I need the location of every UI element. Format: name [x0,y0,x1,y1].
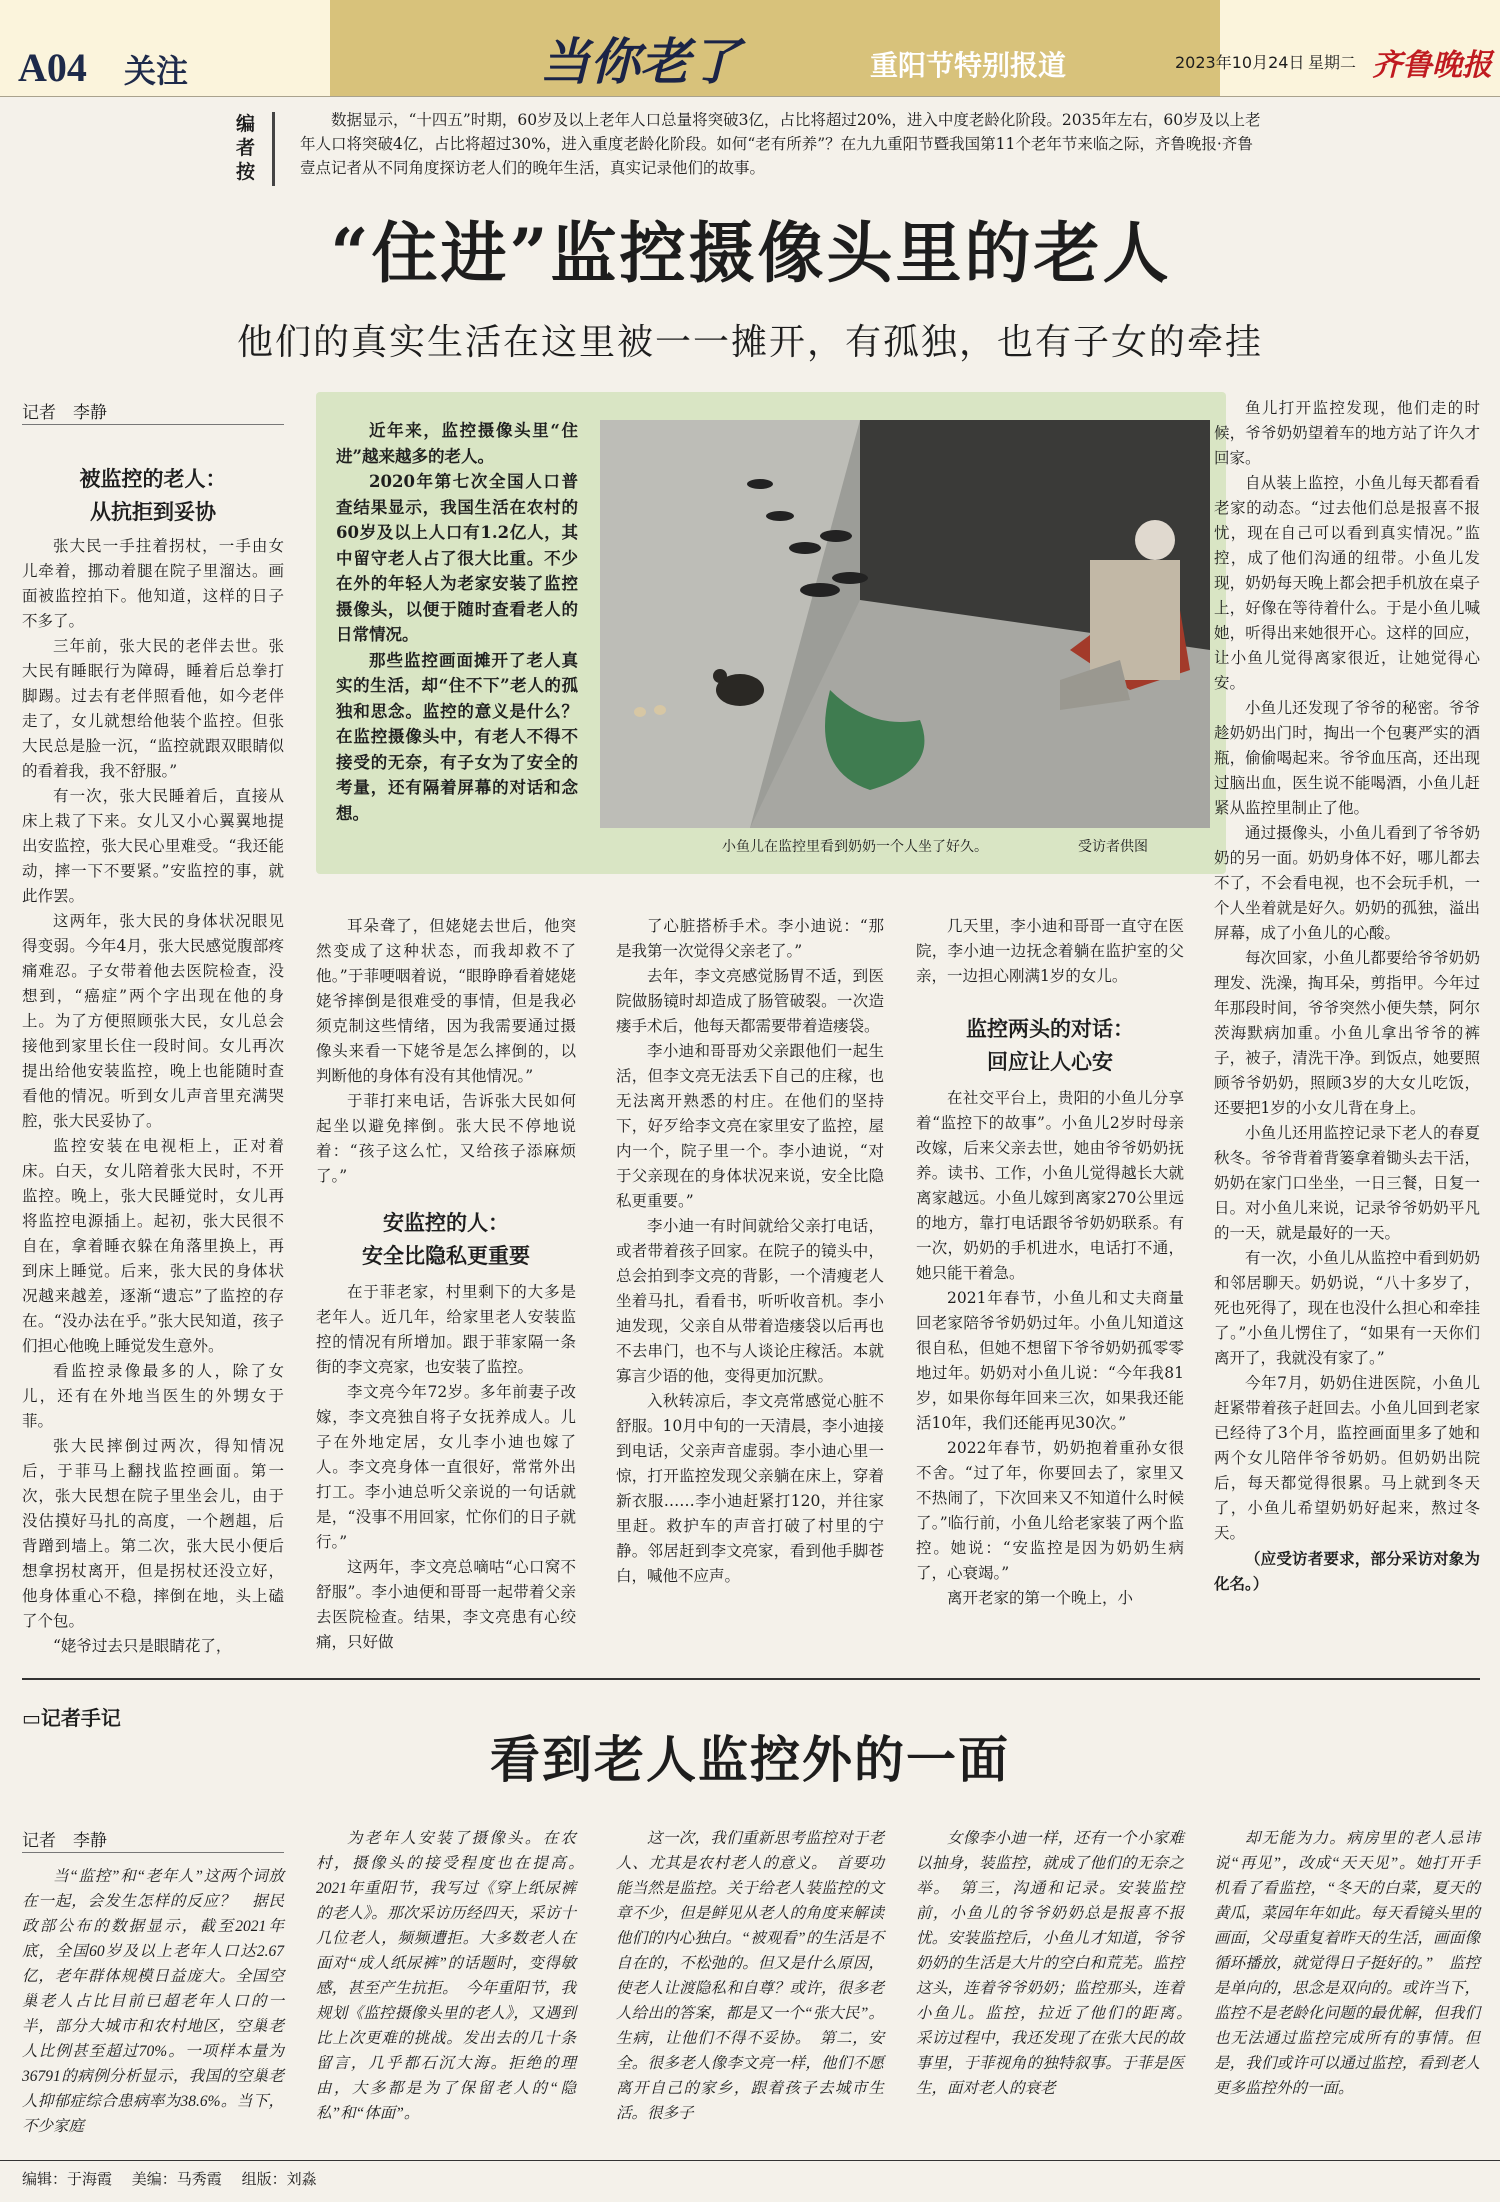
issue-date: 2023年10月24日 [1175,53,1305,72]
paragraph: 这两年，张大民的身体状况眼见得变弱。今年4月，张大民感觉腹部疼痛难忍。子女带着他去医院检查，没想到，“癌症”两个字出现在他的身上。为了方便照顾张大民，女儿总会接他到家里长住一段时间。女儿再次提出给他安装监控，晚上也能随时查看他的情况。听到女儿声音里充满哭腔，张大民妥协了。 [22,912,284,1130]
paragraph: 有一次，张大民睡着后，直接从床上栽了下来。女儿又小心翼翼地提出安监控，张大民心里难受。“我还能动，摔一下不要紧。”安监控的事，就此作罢。 [22,787,284,905]
section-divider [22,1678,1480,1680]
paragraph: 2021年春节，小鱼儿和丈夫商量回老家陪爷爷奶奶过年。小鱼儿知道这很自私，但她不想留下爷爷奶奶孤零零地过年。奶奶对小鱼儿说：“今年我81岁，如果你每年回来三次，如果我还能活10年，我们还能再见30次。” [916,1289,1184,1432]
intro-paragraph: 2020年第七次全国人口普查结果显示，我国生活在农村的60岁及以上人口有1.2亿人，其中留守老人占了很大比重。不少在外的年轻人为老家安装了监控摄像头，以便于随时查看老人的日常情况。 [336,472,578,644]
paragraph: 每次回家，小鱼儿都要给爷爷奶奶理发、洗澡，掏耳朵，剪指甲。今年过年那段时间，爷爷突然小便失禁，阿尔茨海默病加重。小鱼儿拿出爷爷的裤子，被子，清洗干净。到饭点，她要照顾爷爷奶奶，照顾3岁的大女儿吃饭，还要把1岁的小女儿背在身上。 [1214,949,1480,1117]
section-name: 关注 [124,52,189,90]
paragraph: 有一次，小鱼儿从监控中看到奶奶和邻居聊天。奶奶说，“八十多岁了，死也死得了，现在也没什么担心和牵挂了。”小鱼儿愣住了，“如果有一天你们离开了，我就没有家了。” [1214,1249,1480,1367]
paragraph: 几天里，李小迪和哥哥一直守在医院，李小迪一边抚念着躺在监护室的父亲，一边担心刚满1岁的女儿。 [916,917,1184,985]
photo-caption: 小鱼儿在监控里看到奶奶一个人坐了好久。 [722,839,988,855]
paragraph: 通过摄像头，小鱼儿看到了爷爷奶奶的另一面。奶奶身体不好，哪儿都去不了，不会看电视，也不会玩手机，一个人坐着就是好久。奶奶的孤独，溢出屏幕，成了小鱼儿的心酸。 [1214,824,1480,942]
banner-title: 当你老了 [540,32,740,91]
paragraph: 今年7月，奶奶住进医院，小鱼儿赶紧带着孩子赶回去。小鱼儿回到老家已经待了3个月，监控画面里多了她和两个女儿陪伴爷爷奶奶。但奶奶出院后，每天都觉得很累。马上就到冬天了，小鱼儿希望奶奶好起来，熬过冬天。 [1214,1374,1480,1542]
editor-note-text: 数据显示，“十四五”时期，60岁及以上老年人口总量将突破3亿，占比将超过20%，进入中度老龄化阶段。2035年左右，60岁及以上老年人口将突破4亿，占比将超过30%，进入重度老龄化阶段。如何“老有所养”？在九九重阳节暨我国第11个老年节来临之际，齐鲁晚报·齐鲁壹点记者从不同角度探访老人们的晚年生活，真实记录他们的故事。 [300,111,1261,177]
reporter-note-column-5: 却无能为力。病房里的老人忌讳说“再见”，改成“天天见”。她打开手机看了看监控，“冬天的白菜，夏天的黄瓜，菜园年年如此。每天看镜头里的画面，父母重复着昨天的生活，画面像循环播放，就觉得日子挺好的。” 监控是单向的，思念是双向的。或许当下，监控不是老龄化问题的最优解，但我们也无法通过监控完成所有的事情。但是，我们或许可以通过监控，看到老人更多监控外的一面。 [1214,1830,1480,2097]
banner-subtitle: 重阳节特别报道 [870,49,1067,82]
cctv-photo-illustration [600,420,1210,828]
article-column-4b [916,1086,1184,1654]
footer-art-editor: 美编：马秀霞 [131,2170,222,2188]
reporter-note-column-1: 当“监控”和“老年人”这两个词放在一起，会发生怎样的反应？ 据民政部公布的数据显示，截至2021年底，全国60岁及以上老年人口达2.67亿，老年群体规模日益庞大。全国空巢老人占比目前已超老年人口的一半，部分大城市和农村地区，空巢老人比例甚至超过70%。一项样本量为36791的病例分析显示，我国的空巢老人抑郁症综合患病率为38.6%。当下，不少家庭 [22,1868,284,2135]
section2-title-line1: 安监控的人： [383,1210,509,1235]
section2-title [316,1206,576,1272]
cctv-photo [600,420,1210,828]
intro-text [336,418,578,826]
paragraph: 三年前，张大民的老伴去世。张大民有睡眠行为障碍，睡着后总拳打脚踢。过去有老伴照看他，如今老伴走了，女儿就想给他装个监控。但张大民总是脸一沉，“监控就跟双眼睛似的看着我，我不舒服。” [22,637,284,780]
paragraph: 于菲打来电话，告诉张大民如何起坐以避免摔倒。张大民不停地说着：“孩子这么忙，又给孩子添麻烦了。” [316,1092,576,1185]
paragraph: 去年，李文亮感觉肠胃不适，到医院做肠镜时却造成了肠管破裂。一次造瘘手术后，他每天都需要带着造瘘袋。 [616,967,884,1035]
article-column-5 [1214,396,1480,1654]
paragraph: 小鱼儿还用监控记录下老人的春夏秋冬。爷爷背着背篓拿着锄头去干活，奶奶在家门口坐坐，一日三餐，日复一日。对小鱼儿来说，记录爷爷奶奶平凡的一天，就是最好的一天。 [1214,1124,1480,1242]
paragraph: 在社交平台上，贵阳的小鱼儿分享着“监控下的故事”。小鱼儿2岁时母亲改嫁，后来父亲去世，她由爷爷奶奶抚养。读书、工作，小鱼儿觉得越长大就离家越远。小鱼儿嫁到离家270公里远的地方，靠打电话跟爷爷奶奶联系。有一次，奶奶的手机进水，电话打不通，她只能干着急。 [916,1089,1184,1282]
paragraph: 看监控录像最多的人，除了女儿，还有在外地当医生的外甥女于菲。 [22,1362,284,1430]
footer-credits [22,2168,317,2189]
reporter-note-label [22,1702,121,1731]
section2-title-line2: 安全比隐私更重要 [362,1243,530,1268]
paragraph: 了心脏搭桥手术。李小迪说：“那是我第一次觉得父亲老了。” [616,917,884,960]
reporter-note-byline: 记者 李静 [22,1831,107,1851]
reporter-note-column-4: 女像李小迪一样，还有一个小家难以抽身，装监控，就成了他们的无奈之举。 第三，沟通和记录。安装监控前，小鱼儿的爷爷奶奶总是报喜不报忧。安装监控后，小鱼儿才知道，爷爷奶奶的生活是大片的空白和荒芜。监控这头，连着爷爷奶奶；监控那头，连着小鱼儿。监控，拉近了他们的距离。 采访过程中，我还发现了在张大民的故事里，于菲视角的独特叙事。于菲是医生，面对老人的衰老 [916,1830,1200,2097]
paragraph: （应受访者要求，部分采访对象为化名。） [1214,1549,1480,1593]
paragraph: “姥爷过去只是眼睛花了， [53,1637,232,1655]
photo-credit: 受访者供图 [1078,839,1148,855]
section1-title-line1: 被监控的老人： [79,466,227,491]
footer-editor: 编辑：于海霞 [22,2170,113,2188]
reporter-note-label-text: 记者手记 [40,1706,121,1730]
paragraph: 监控安装在电视柜上，正对着床。白天，女儿陪着张大民时，不开监控。晚上，张大民睡觉时，女儿再将监控电源插上。起初，张大民很不自在，拿着睡衣躲在角落里换上，再到床上睡觉。后来，张大民的身体状况越来越差，逐渐“遗忘”了监控的存在。“没办法在乎。”张大民知道，孩子们担心他晚上睡觉发生意外。 [22,1137,284,1355]
footer-rule [0,2160,1500,2161]
reporter-note-column-2: 为老年人安装了摄像头。在农村，摄像头的接受程度也在提高。 2021年重阳节，我写过《穿上纸尿裤的老人》。那次采访历经四天，采访十几位老人，频频遭拒。大多数老人在面对“成人纸尿裤”的话题时，变得敏感，甚至产生抗拒。 今年重阳节，我规划《监控摄像头里的老人》，又遇到比上次更难的挑战。发出去的几十条留言，几乎都石沉大海。拒绝的理由，大多都是为了保留老人的“隐私”和“体面”。 [316,1830,592,2122]
paper-logo: 齐鲁晚报 [1372,48,1492,83]
section3-title-line1: 监控两头的对话： [966,1016,1134,1041]
article-column-2b [316,1280,576,1654]
reporter-note-column-3: 这一次，我们重新思考监控对于老人、尤其是农村老人的意义。 首要功能当然是监控。关于给老人装监控的文章不少，但是鲜见从老人的角度来解读他们的内心独白。“被观看”的生活是不自在的，不松弛的。但又是什么原因，使老人让渡隐私和自尊？或许，很多老人给出的答案，都是又一个“张大民”。生病，让他们不得不妥协。 第二，安全。很多老人像李文亮一样，他们不愿离开自己的家乡，跟着孩子去城市生活。很多子 [616,1830,884,2122]
issue-weekday: 星期二 [1308,53,1357,72]
main-subheadline: 他们的真实生活在这里被一一摊开，有孤独，也有子女的牵挂 [236,322,1263,363]
paragraph: 李文亮今年72岁。多年前妻子改嫁，李文亮独自将子女抚养成人。儿子在外地定居，女儿李小迪也嫁了人。李文亮身体一直很好，常常外出打工。李小迪总听父亲说的一句话就是，“没事不用回家，忙你们的日子就行。” [316,1383,576,1551]
paragraph: 张大民一手拄着拐杖，一手由女儿牵着，挪动着腿在院子里溜达。画面被监控拍下。他知道，这样的日子不多了。 [22,537,284,630]
paragraph: 在于菲老家，村里剩下的大多是老年人。近几年，给家里老人安装监控的情况有所增加。跟于菲家隔一条街的李文亮家，也安装了监控。 [316,1283,576,1376]
article-column-4 [916,914,1184,992]
banner-background [330,0,1220,96]
paragraph: 这两年，李文亮总嘀咕“心口窝不舒服”。李小迪便和哥哥一起带着父亲去医院检查。结果，李文亮患有心绞痛，只好做 [316,1558,576,1651]
editor-note-divider [272,112,275,186]
paragraph: 耳朵聋了，但姥姥去世后，他突然变成了这种状态，而我却救不了他。”于菲哽咽着说，“眼睁睁看着姥姥姥爷摔倒是很难受的事情，但是我必须克制这些情绪，因为我需要通过摄像头来看一下姥爷是怎么摔倒的，以判断他的身体有没有其他情况。” [316,917,576,1085]
footer-layout-editor: 组版：刘淼 [241,2170,317,2188]
paragraph: 小鱼儿还发现了爷爷的秘密。爷爷趁奶奶出门时，掏出一个包裹严实的酒瓶，偷偷喝起来。爷爷血压高，还出现过脑出血，医生说不能喝酒，小鱼儿赶紧从监控里制止了他。 [1214,699,1480,817]
editor-note-label: 编者按 [236,113,256,183]
article-column-1 [22,534,284,1654]
paragraph: 离开老家的第一个晚上，小 [947,1589,1134,1607]
reporter-note-headline: 看到老人监控外的一面 [490,1730,1010,1789]
main-headline: “住进”监控摄像头里的老人 [330,214,1172,292]
article-column-2 [316,914,576,1214]
intro-paragraph: 那些监控画面摊开了老人真实的生活，却“住不下”老人的孤独和思念。监控的意义是什么？在监控摄像头中，有老人不得不接受的无奈，有子女为了安全的考量，还有隔着屏幕的对话和念想。 [336,650,578,823]
paragraph: 入秋转凉后，李文亮常感觉心脏不舒服。10月中旬的一天清晨，李小迪接到电话，父亲声音虚弱。李小迪心里一惊，打开监控发现父亲躺在床上，穿着新衣服……李小迪赶紧打120，并往家里赶。救护车的声音打破了村里的宁静。邻居赶到李文亮家，看到他手脚苍白，喊他不应声。 [616,1392,884,1585]
section1-title [22,462,284,528]
section3-title-line2: 回应让人心安 [987,1049,1113,1074]
page-label: A04 [18,45,87,90]
notebook-icon: ▭ [22,1706,41,1730]
paragraph: 张大民摔倒过两次，得知情况后，于菲马上翻找监控画面。第一次，张大民想在院子里坐会儿，由于没估摸好马扎的高度，一个趔趄，后背蹭到墙上。第二次，张大民小便后想拿拐杖离开，但是拐杖还没立好，他身体重心不稳，摔倒在地，头上磕了个包。 [22,1437,284,1630]
paragraph: 李小迪一有时间就给父亲打电话，或者带着孩子回家。在院子的镜头中，总会拍到李文亮的背影，一个清瘦老人坐着马扎，看看书，听听收音机。李小迪发现，父亲自从带着造瘘袋以后再也不去串门，也不与人谈论庄稼活。本就寡言少语的他，变得更加沉默。 [616,1217,884,1385]
section3-title [916,1012,1184,1078]
byline-rule [22,1852,284,1853]
paragraph: 2022年春节，奶奶抱着重孙女很不舍。“过了年，你要回去了，家里又不热闹了，下次回来又不知道什么时候了。”临行前，小鱼儿给老家装了两个监控。她说：“安监控是因为奶奶生病了，心衰竭。” [916,1439,1184,1582]
byline: 记者 李静 [22,403,107,423]
paragraph: 鱼儿打开监控发现，他们走的时候，爷爷奶奶望着车的地方站了许久才回家。 [1214,399,1480,467]
paragraph: 自从装上监控，小鱼儿每天都看看老家的动态。“过去他们总是报喜不报忧，现在自己可以看到真实情况。”监控，成了他们沟通的纽带。小鱼儿发现，奶奶每天晚上都会把手机放在桌子上，好像在等待着什么。于是小鱼儿喊她，听得出来她很开心。这样的回应，让小鱼儿觉得离家很近，让她觉得心安。 [1214,474,1480,692]
byline-rule [22,424,284,425]
intro-paragraph: 近年来，监控摄像头里“住进”越来越多的老人。 [336,421,578,466]
article-column-3 [616,914,884,1654]
paragraph: 李小迪和哥哥劝父亲跟他们一起生活，但李文亮无法丢下自己的庄稼，也无法离开熟悉的村庄。在他们的坚持下，好歹给李文亮在家里安了监控，屋内一个，院子里一个。李小迪说，“对于父亲现在的身体状况来说，安全比隐私更重要。” [616,1042,884,1210]
section1-title-line2: 从抗拒到妥协 [90,499,216,524]
